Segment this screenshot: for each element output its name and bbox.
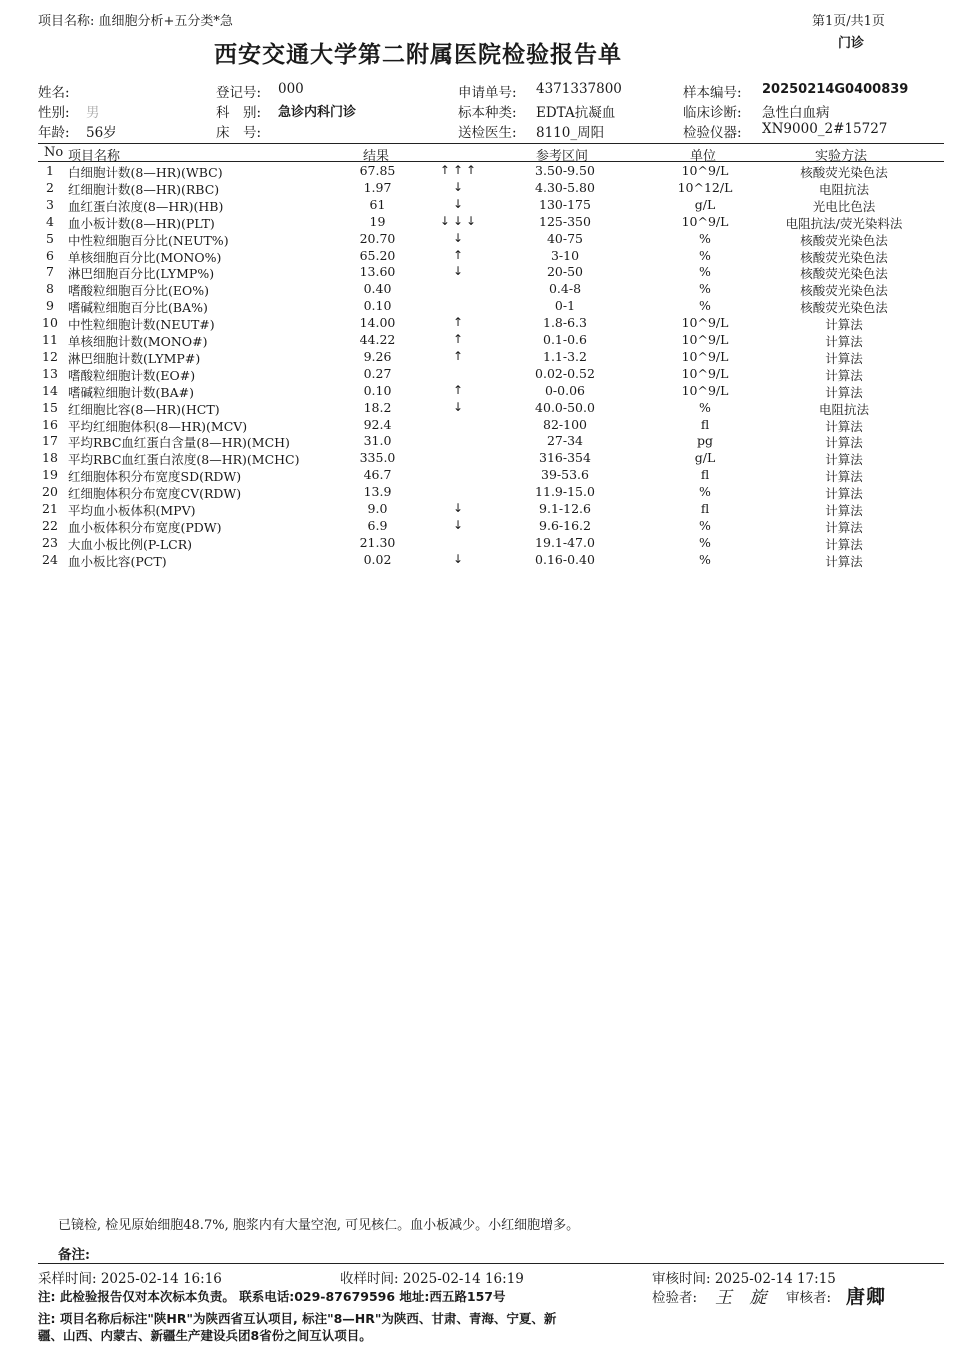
reference-range: 125-350 — [539, 213, 591, 229]
row-number: 24 — [42, 551, 58, 567]
test-unit: 10^9/L — [681, 382, 729, 398]
reference-range: 1.8-6.3 — [543, 315, 587, 331]
test-method: 计算法 — [825, 469, 863, 485]
abnormal-flag: ↑ — [452, 315, 467, 330]
reference-range: 9.6-16.2 — [539, 517, 591, 533]
test-method: 核酸荧光染色法 — [800, 266, 888, 282]
test-method: 核酸荧光染色法 — [800, 165, 888, 180]
test-result: 0.40 — [363, 281, 392, 297]
reference-range: 0-0.06 — [544, 382, 585, 398]
test-result: 46.7 — [363, 467, 392, 483]
test-result: 0.10 — [363, 382, 392, 398]
department-label: 科 别: — [216, 105, 262, 121]
table-row — [0, 383, 960, 400]
test-name: 中性粒细胞百分比(NEUT%) — [68, 232, 229, 248]
table-row — [0, 264, 960, 281]
table-row — [0, 349, 960, 366]
row-number: 4 — [46, 213, 54, 229]
test-name: 血小板体积分布宽度(PDW) — [68, 519, 222, 535]
table-row — [0, 552, 960, 569]
col-header-name: 项目名称 — [68, 149, 121, 164]
test-result: 44.22 — [359, 332, 396, 347]
test-method: 计算法 — [825, 503, 863, 518]
test-result: 6.9 — [367, 517, 388, 533]
table-row — [0, 484, 960, 501]
mutual-recognition-note-line2: 疆、山西、内蒙古、新疆生产建设兵团8省份之间互认项目。 — [38, 1328, 372, 1343]
reference-range: 40.0-50.0 — [535, 399, 595, 415]
reference-range: 0.1-0.6 — [543, 332, 587, 347]
row-number: 17 — [42, 433, 58, 449]
registration-value: 000 — [278, 81, 304, 97]
test-name: 嗜酸粒细胞计数(EO#) — [68, 367, 196, 383]
tester-signature: 王 旋 — [715, 1288, 773, 1308]
table-row — [0, 298, 960, 315]
abnormal-flag: ↓↓↓ — [439, 213, 480, 228]
page-info: 第1页/共1页 — [812, 14, 885, 29]
test-unit: 10^9/L — [681, 332, 729, 347]
test-unit: g/L — [694, 196, 716, 212]
test-name: 红细胞比容(8—HR)(HCT) — [68, 401, 220, 417]
test-result: 61 — [369, 196, 386, 212]
test-method: 计算法 — [825, 486, 863, 502]
table-row — [0, 281, 960, 298]
test-result: 9.26 — [363, 348, 392, 364]
row-number: 2 — [46, 179, 54, 195]
reference-range: 27-34 — [546, 433, 584, 449]
test-result: 19 — [369, 213, 386, 229]
collect-time: 采样时间: 2025-02-14 16:16 — [38, 1271, 222, 1287]
col-header-reference: 参考区间 — [536, 149, 589, 164]
test-unit: % — [699, 281, 711, 297]
row-number: 14 — [42, 382, 58, 398]
test-unit: % — [699, 517, 711, 533]
age-value: 56岁 — [86, 125, 117, 141]
test-name: 嗜碱粒细胞计数(BA#) — [68, 384, 194, 400]
test-result: 67.85 — [359, 163, 396, 178]
table-row — [0, 366, 960, 383]
department-value: 急诊内科门诊 — [278, 105, 357, 120]
test-name: 红细胞计数(8—HR)(RBC) — [68, 181, 220, 197]
bed-label: 床 号: — [216, 125, 262, 141]
reference-range: 0.02-0.52 — [535, 365, 595, 381]
reviewer-label: 审核者: — [786, 1290, 832, 1306]
table-row — [0, 214, 960, 231]
test-result: 1.97 — [363, 179, 392, 195]
gender-label: 性别: — [38, 105, 70, 121]
test-method: 计算法 — [825, 350, 863, 366]
abnormal-flag: ↑↑↑ — [439, 163, 480, 177]
review-time: 审核时间: 2025-02-14 17:15 — [652, 1271, 836, 1287]
registration-label: 登记号: — [216, 85, 262, 101]
diagnosis-value: 急性白血病 — [762, 105, 830, 121]
reference-range: 0.4-8 — [548, 281, 582, 297]
test-unit: fl — [700, 501, 710, 516]
row-number: 15 — [42, 399, 58, 415]
instrument-label: 检验仪器: — [683, 125, 742, 141]
test-unit: 10^12/L — [677, 179, 733, 195]
table-row — [0, 332, 960, 349]
test-unit: fl — [700, 467, 710, 483]
age-label: 年龄: — [38, 125, 70, 141]
test-method: 计算法 — [825, 418, 863, 434]
reference-range: 0-1 — [554, 298, 576, 314]
reference-range: 11.9-15.0 — [535, 484, 595, 500]
test-unit: % — [699, 264, 711, 280]
test-unit: pg — [696, 433, 713, 449]
test-result: 0.27 — [363, 365, 392, 381]
test-name: 单核细胞百分比(MONO%) — [68, 249, 222, 265]
row-number: 1 — [46, 163, 54, 178]
gender-value: 男 — [86, 105, 100, 121]
sample-no-value: 20250214G0400839 — [762, 82, 909, 97]
test-method: 核酸荧光染色法 — [800, 283, 888, 299]
row-number: 18 — [42, 450, 58, 466]
test-result: 335.0 — [359, 450, 396, 466]
row-number: 16 — [42, 416, 58, 432]
test-name: 淋巴细胞百分比(LYMP%) — [68, 266, 215, 282]
col-header-method: 实验方法 — [815, 149, 868, 164]
test-name: 白细胞计数(8—HR)(WBC) — [68, 165, 223, 180]
test-method: 计算法 — [825, 536, 863, 552]
report-title: 西安交通大学第二附属医院检验报告单 — [214, 42, 622, 68]
row-number: 13 — [42, 365, 58, 381]
table-row — [0, 433, 960, 450]
table-row — [0, 248, 960, 265]
test-result: 20.70 — [359, 230, 396, 246]
test-result: 0.10 — [363, 298, 392, 314]
reference-range: 40-75 — [546, 230, 584, 246]
abnormal-flag: ↑ — [452, 332, 467, 346]
test-unit: % — [699, 298, 711, 314]
reference-range: 1.1-3.2 — [543, 348, 587, 364]
test-method: 计算法 — [825, 317, 863, 333]
row-number: 21 — [42, 501, 58, 516]
test-name: 平均血小板体积(MPV) — [68, 503, 196, 518]
specimen-type-value: EDTA抗凝血 — [536, 105, 616, 121]
table-row — [0, 400, 960, 417]
test-method: 核酸荧光染色法 — [800, 232, 888, 248]
row-number: 10 — [42, 315, 58, 331]
reference-range: 4.30-5.80 — [535, 179, 595, 195]
table-row — [0, 417, 960, 434]
test-name: 血小板比容(PCT) — [68, 553, 167, 569]
col-header-no: No — [44, 145, 64, 160]
test-result: 92.4 — [363, 416, 392, 432]
disclaimer: 注: 此检验报告仅对本次标本负责。 联系电话:029-87679596 地址:西五路157号 — [38, 1289, 506, 1304]
tester-label: 检验者: — [652, 1290, 698, 1306]
test-result: 13.9 — [363, 484, 392, 500]
row-number: 3 — [46, 196, 54, 212]
mutual-recognition-note-line1: 注: 项目名称后标注"陕HR"为陕西省互认项目, 标注"8—HR"为陕西、甘肃、青海、宁夏、新 — [38, 1311, 557, 1326]
reference-range: 39-53.6 — [541, 467, 589, 483]
reference-range: 19.1-47.0 — [535, 534, 595, 550]
abnormal-flag: ↓ — [452, 230, 467, 245]
test-unit: % — [699, 534, 711, 550]
table-row — [0, 501, 960, 518]
test-name: 红细胞体积分布宽度SD(RDW) — [68, 469, 242, 485]
table-row — [0, 518, 960, 535]
table-top-rule — [38, 143, 944, 144]
test-method: 核酸荧光染色法 — [800, 300, 888, 316]
test-unit: % — [699, 247, 711, 263]
test-unit: 10^9/L — [681, 163, 729, 178]
reference-range: 9.1-12.6 — [539, 501, 591, 516]
test-unit: 10^9/L — [681, 315, 729, 331]
test-unit: % — [699, 399, 711, 415]
test-method: 电阻抗法 — [818, 401, 869, 417]
test-unit: 10^9/L — [681, 365, 729, 381]
test-name: 嗜碱粒细胞百分比(BA%) — [68, 300, 208, 316]
row-number: 12 — [42, 348, 58, 364]
test-result: 18.2 — [363, 399, 392, 415]
test-result: 31.0 — [363, 433, 392, 449]
test-result: 21.30 — [359, 534, 396, 550]
table-row — [0, 535, 960, 552]
row-number: 8 — [46, 281, 54, 297]
test-name: 中性粒细胞计数(NEUT#) — [68, 317, 215, 333]
test-unit: 10^9/L — [681, 348, 729, 364]
abnormal-flag: ↑ — [452, 348, 467, 363]
test-result: 13.60 — [359, 264, 396, 280]
test-result: 9.0 — [367, 501, 388, 516]
test-name: 平均RBC血红蛋白含量(8—HR)(MCH) — [68, 435, 290, 451]
col-header-result: 结果 — [363, 149, 390, 164]
test-result: 14.00 — [359, 315, 396, 331]
doctor-value: 8110_周阳 — [536, 125, 605, 141]
reference-range: 3.50-9.50 — [535, 163, 595, 178]
test-unit: 10^9/L — [681, 213, 729, 229]
test-method: 计算法 — [825, 334, 863, 349]
abnormal-flag: ↑ — [452, 247, 467, 262]
row-number: 22 — [42, 517, 58, 533]
test-method: 计算法 — [825, 384, 863, 400]
receive-time: 收样时间: 2025-02-14 16:19 — [340, 1271, 524, 1287]
test-method: 光电比色法 — [812, 198, 876, 214]
test-name: 单核细胞计数(MONO#) — [68, 334, 208, 349]
test-unit: % — [699, 484, 711, 500]
table-row — [0, 231, 960, 248]
row-number: 11 — [42, 332, 58, 347]
test-name: 血小板计数(8—HR)(PLT) — [68, 215, 215, 231]
reference-range: 130-175 — [539, 196, 591, 212]
test-unit: % — [699, 230, 711, 246]
abnormal-flag: ↓ — [452, 196, 467, 211]
instrument-value: XN9000_2#15727 — [762, 121, 888, 137]
test-method: 计算法 — [825, 367, 863, 383]
project-name: 项目名称: 血细胞分析+五分类*急 — [38, 14, 233, 29]
request-no-value: 4371337800 — [536, 81, 622, 97]
sample-no-label: 样本编号: — [683, 85, 742, 101]
col-header-unit: 单位 — [690, 149, 717, 164]
test-unit: g/L — [694, 450, 716, 466]
row-number: 20 — [42, 484, 58, 500]
row-number: 7 — [46, 264, 54, 280]
reference-range: 316-354 — [539, 450, 591, 466]
abnormal-flag: ↓ — [452, 179, 467, 194]
row-number: 9 — [46, 298, 54, 314]
test-unit: % — [699, 551, 711, 567]
reference-range: 3-10 — [550, 247, 580, 263]
test-method: 计算法 — [825, 435, 863, 451]
table-row — [0, 315, 960, 332]
abnormal-flag: ↓ — [452, 517, 467, 532]
test-name: 淋巴细胞计数(LYMP#) — [68, 350, 201, 366]
test-method: 电阻抗法/荧光染料法 — [785, 215, 903, 231]
test-unit: fl — [700, 416, 710, 432]
table-row — [0, 163, 960, 180]
reference-range: 20-50 — [546, 264, 584, 280]
test-name: 血红蛋白浓度(8—HR)(HB) — [68, 198, 224, 214]
row-number: 19 — [42, 467, 58, 483]
diagnosis-label: 临床诊断: — [683, 105, 742, 121]
table-row — [0, 180, 960, 197]
table-row — [0, 450, 960, 467]
abnormal-flag: ↓ — [452, 264, 467, 279]
test-name: 平均红细胞体积(8—HR)(MCV) — [68, 418, 248, 434]
test-name: 嗜酸粒细胞百分比(EO%) — [68, 283, 210, 299]
test-result: 65.20 — [359, 247, 396, 263]
footer-top-rule — [38, 1263, 944, 1264]
reference-range: 0.16-0.40 — [535, 551, 595, 567]
reference-range: 82-100 — [543, 416, 587, 432]
abnormal-flag: ↑ — [452, 382, 467, 397]
table-header-rule — [38, 161, 944, 162]
table-row — [0, 467, 960, 484]
test-method: 计算法 — [825, 519, 863, 535]
clinic-type: 门诊 — [838, 36, 865, 51]
abnormal-flag: ↓ — [452, 501, 467, 515]
doctor-label: 送检医生: — [458, 125, 517, 141]
test-name: 平均RBC血红蛋白浓度(8—HR)(MCHC) — [68, 452, 300, 468]
test-name: 大血小板比例(P-LCR) — [68, 536, 192, 552]
row-number: 23 — [42, 534, 58, 550]
table-row — [0, 197, 960, 214]
specimen-type-label: 标本种类: — [458, 105, 517, 121]
test-name: 红细胞体积分布宽度CV(RDW) — [68, 486, 242, 502]
remark-label: 备注: — [58, 1247, 90, 1263]
reviewer-signature: 唐卿 — [846, 1286, 887, 1308]
row-number: 5 — [46, 230, 54, 246]
test-result: 0.02 — [363, 551, 392, 567]
name-label: 姓名: — [38, 85, 70, 101]
row-number: 6 — [46, 247, 54, 263]
microscopy-note: 已镜检, 检见原始细胞48.7%, 胞浆内有大量空泡, 可见核仁。血小板减少。小红细胞增多。 — [58, 1218, 580, 1233]
test-method: 计算法 — [825, 553, 863, 569]
test-method: 计算法 — [825, 452, 863, 468]
request-no-label: 申请单号: — [458, 85, 517, 101]
abnormal-flag: ↓ — [452, 551, 467, 566]
test-method: 电阻抗法 — [818, 181, 869, 197]
test-method: 核酸荧光染色法 — [800, 249, 888, 265]
abnormal-flag: ↓ — [452, 399, 467, 414]
